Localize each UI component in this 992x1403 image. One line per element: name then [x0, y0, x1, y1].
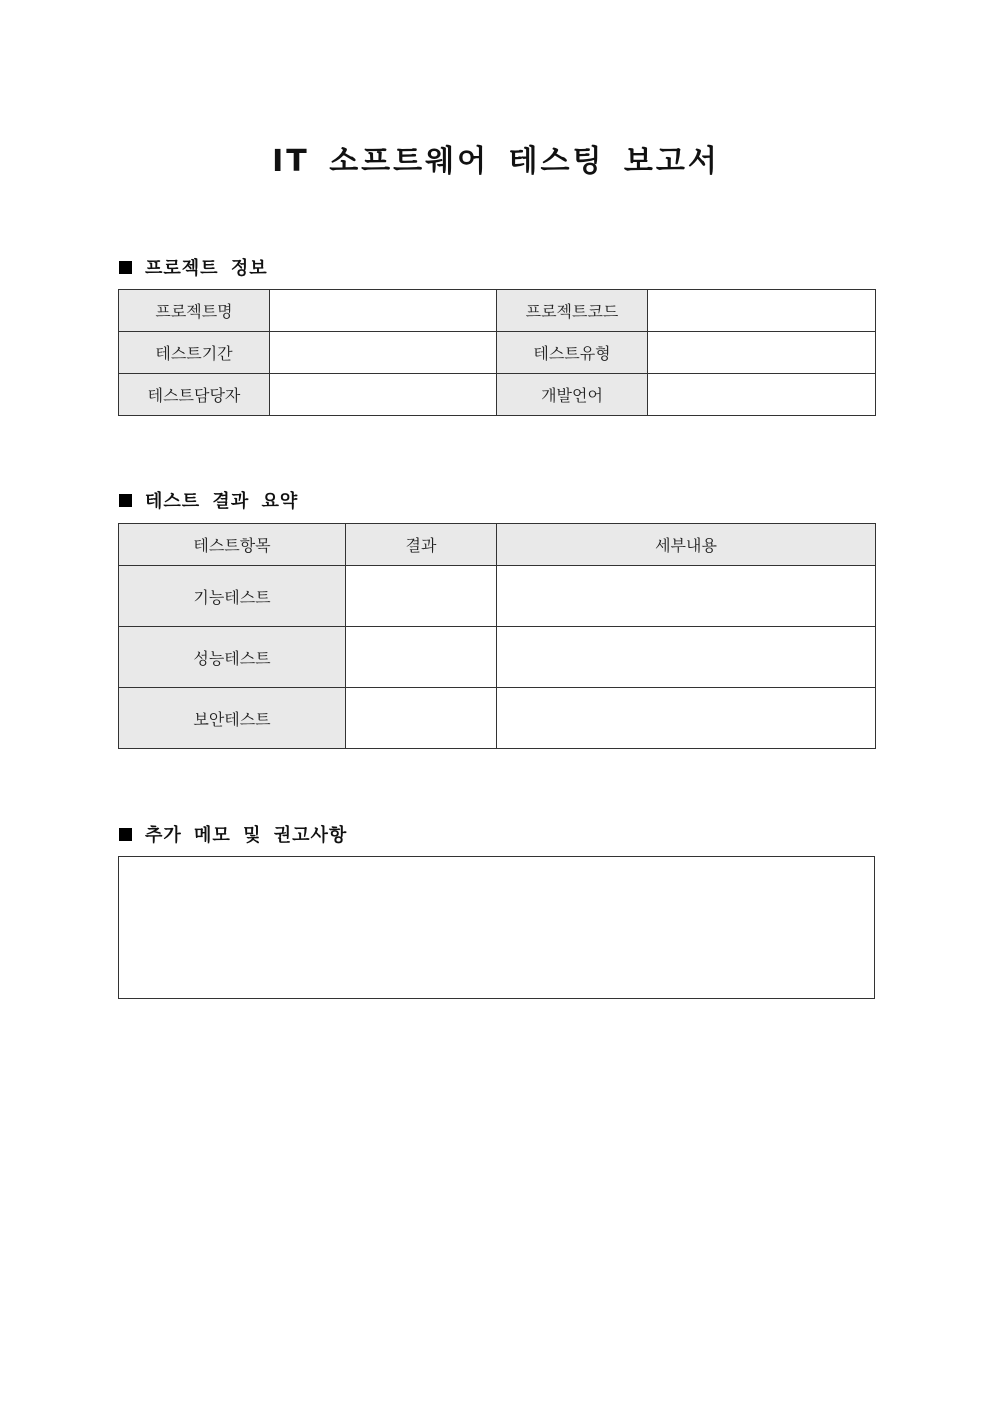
table-row: [119, 290, 876, 332]
test-detail-cell[interactable]: [497, 688, 876, 749]
test-detail-cell[interactable]: [497, 566, 876, 627]
table-row: [119, 332, 876, 374]
field-value-project-code[interactable]: [648, 290, 876, 332]
field-value-test-type[interactable]: [648, 332, 876, 374]
field-label-project-code: 프로젝트코드: [497, 290, 648, 332]
field-label-dev-language: 개발언어: [497, 374, 648, 416]
table-row: [119, 627, 876, 688]
test-item-label: 기능테스트: [119, 566, 346, 627]
section-heading-text: 추가 메모 및 권고사항: [145, 825, 348, 846]
table-row: [119, 374, 876, 416]
column-header-detail: 세부내용: [497, 524, 876, 566]
table-row: [119, 688, 876, 749]
test-result-cell[interactable]: [346, 688, 497, 749]
field-label-test-period: 테스트기간: [119, 332, 270, 374]
field-value-test-period[interactable]: [270, 332, 497, 374]
section-heading-test-summary: [119, 487, 298, 513]
memo-box[interactable]: [118, 856, 875, 999]
table-header-row: [119, 524, 876, 566]
test-item-label: 보안테스트: [119, 688, 346, 749]
section-heading-memo: [119, 821, 347, 847]
test-result-cell[interactable]: [346, 566, 497, 627]
section-heading-text: 테스트 결과 요약: [145, 491, 299, 512]
table-row: [119, 566, 876, 627]
project-info-table: [118, 289, 876, 416]
field-label-tester: 테스트담당자: [119, 374, 270, 416]
field-label-project-name: 프로젝트명: [119, 290, 270, 332]
test-summary-table: [118, 523, 876, 749]
square-bullet-icon: [119, 828, 132, 841]
column-header-result: 결과: [346, 524, 497, 566]
field-value-project-name[interactable]: [270, 290, 497, 332]
field-label-test-type: 테스트유형: [497, 332, 648, 374]
column-header-test-item: 테스트항목: [119, 524, 346, 566]
field-value-dev-language[interactable]: [648, 374, 876, 416]
page-title: IT 소프트웨어 테스팅 보고서: [272, 144, 720, 179]
square-bullet-icon: [119, 494, 132, 507]
test-result-cell[interactable]: [346, 627, 497, 688]
test-detail-cell[interactable]: [497, 627, 876, 688]
test-item-label: 성능테스트: [119, 627, 346, 688]
field-value-tester[interactable]: [270, 374, 497, 416]
square-bullet-icon: [119, 261, 132, 274]
section-heading-project-info: [119, 254, 268, 280]
section-heading-text: 프로젝트 정보: [145, 258, 268, 279]
